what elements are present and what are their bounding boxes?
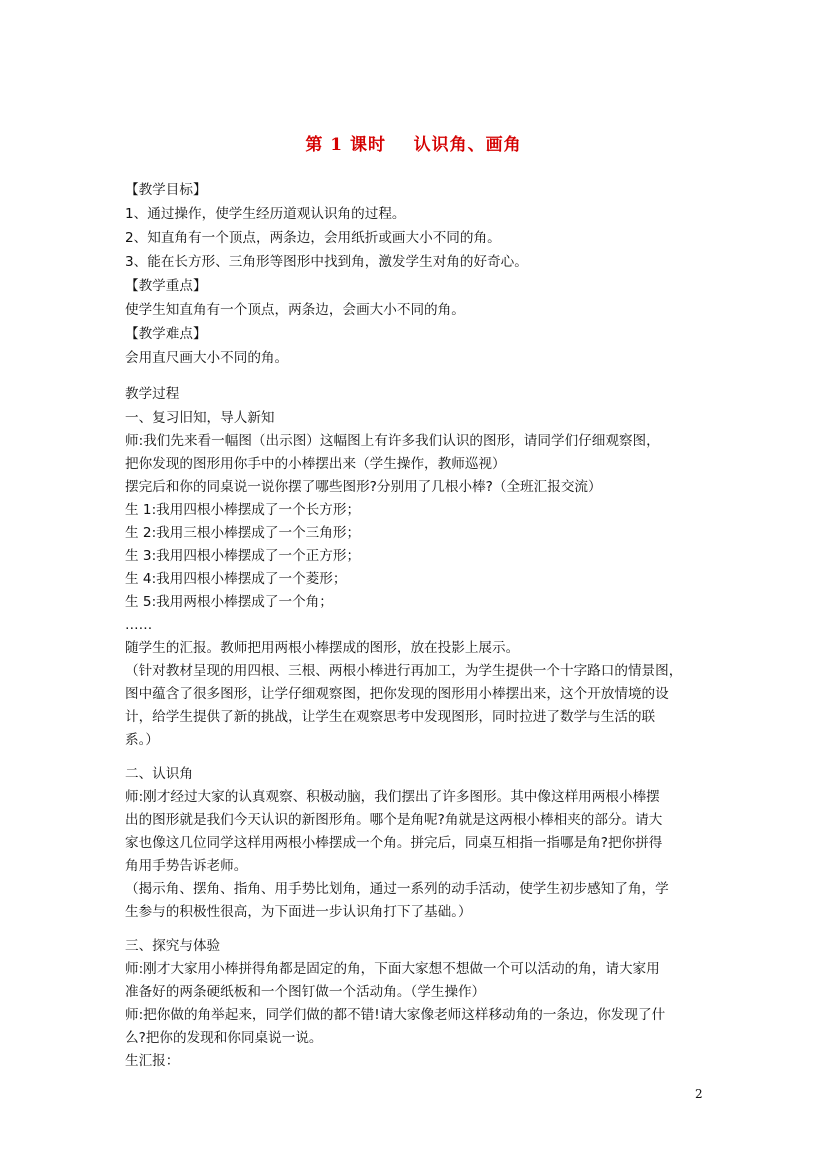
page-number: 2: [695, 1087, 703, 1101]
text-line: 师:刚才大家用小棒拼得角都是固定的角，下面大家想不想做一个可以活动的角，请大家用: [125, 961, 660, 977]
text-line: 师:把你做的角举起来，同学们做的都不错!请大家像老师这样移动角的一条边，你发现了什: [125, 1007, 666, 1023]
text-line: 【教学重点】: [125, 278, 207, 294]
text-line: ……: [125, 617, 153, 633]
text-line: 准备好的两条硬纸板和一个图钉做一个活动角。（学生操作）: [125, 984, 486, 1000]
text-line: 师:刚才经过大家的认真观察、积极动脑，我们摆出了许多图形。其中像这样用两根小棒摆: [125, 789, 660, 805]
text-line: 系。）: [125, 732, 159, 748]
text-line: 计，给学生提供了新的挑战，让学生在观察思考中发现图形，同时拉进了数学与生活的联: [125, 709, 656, 725]
text-line: （针对教材呈现的用四根、三根、两根小棒进行再加工，为学生提供一个十字路口的情景图，: [125, 663, 683, 679]
text-line: 生 4:我用四根小棒摆成了一个菱形；: [125, 571, 347, 587]
text-line: 三、探究与体验: [125, 938, 221, 954]
text-line: 图中蕴含了很多图形，让学仔细观察图，把你发现的图形用小棒摆出来，这个开放情境的设: [125, 686, 669, 702]
text-line: 生 5:我用两根小棒摆成了一个角；: [125, 594, 333, 610]
text-line: 摆完后和你的同桌说一说你摆了哪些图形?分别用了几根小棒?（全班汇报交流）: [125, 479, 602, 495]
text-line: 二、认识角: [125, 766, 193, 782]
text-line: 3、能在长方形、三角形等图形中找到角，激发学生对角的好奇心。: [125, 254, 528, 270]
text-line: 一、复习旧知，导人新知: [125, 410, 275, 426]
text-line: 会用直尺画大小不同的角。: [125, 350, 289, 366]
text-line: 教学过程: [125, 386, 180, 402]
text-line: 生汇报：: [125, 1053, 180, 1069]
text-line: 1、通过操作，使学生经历道观认识角的过程。: [125, 206, 406, 222]
text-line: 生 2:我用三根小棒摆成了一个三角形；: [125, 525, 361, 541]
text-line: 【教学目标】: [125, 182, 207, 198]
text-line: 把你发现的图形用你手中的小棒摆出来（学生操作，教师巡视）: [125, 456, 506, 472]
text-line: 出的图形就是我们今天认识的新图形角。哪个是角呢?角就是这两根小棒相夹的部分。请大: [125, 812, 663, 828]
text-line: 生 1:我用四根小棒摆成了一个长方形；: [125, 502, 361, 518]
text-line: 使学生知直角有一个顶点，两条边，会画大小不同的角。: [125, 302, 465, 318]
text-line: 角用手势告诉老师。: [125, 858, 248, 874]
text-line: 生参与的积极性很高，为下面进一步认识角打下了基础。）: [125, 904, 472, 920]
text-line: 2、知直角有一个顶点，两条边，会用纸折或画大小不同的角。: [125, 230, 501, 246]
lesson-title: 第 1 课时 认识角、画角: [305, 135, 522, 155]
text-line: 生 3:我用四根小棒摆成了一个正方形；: [125, 548, 361, 564]
text-line: 【教学难点】: [125, 326, 207, 342]
text-line: 么?把你的发现和你同桌说一说。: [125, 1030, 323, 1046]
text-line: 随学生的汇报。教师把用两根小棒摆成的图形，放在投影上展示。: [125, 640, 520, 656]
text-line: （揭示角、摆角、指角、用手势比划角，通过一系列的动手活动，使学生初步感知了角，学: [125, 881, 669, 897]
text-line: 家也像这几位同学这样用两根小棒摆成一个角。拼完后，同桌互相指一指哪是角?把你拼得: [125, 835, 663, 851]
text-line: 师:我们先来看一幅图（出示图）这幅图上有许多我们认识的图形，请同学们仔细观察图，: [125, 433, 660, 449]
